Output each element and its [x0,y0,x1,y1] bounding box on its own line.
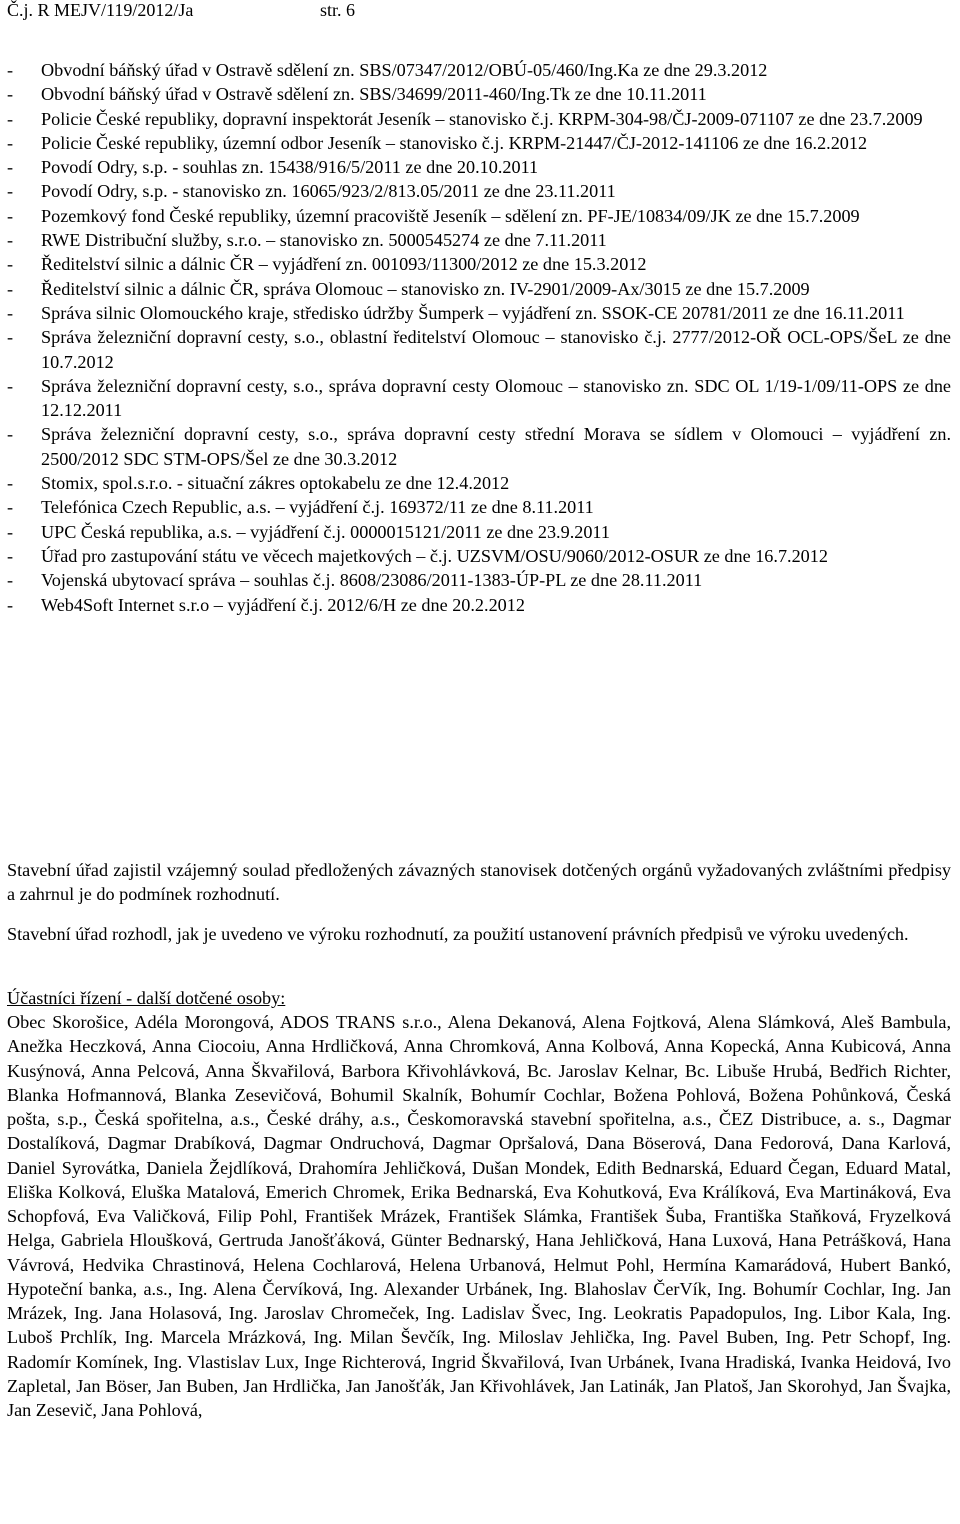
list-item [7,325,951,374]
list-item [7,179,951,203]
list-item [7,82,951,106]
list-item [7,252,951,276]
list-item-text: Policie České republiky, územní odbor Jeseník – stanovisko č.j. KRPM-21447/ČJ-2012-141106 ze dne 16.2.2012 [41,132,868,153]
list-item-text: UPC Česká republika, a.s. – vyjádření č.j. 0000015121/2011 ze dne 23.9.2011 [41,521,610,542]
list-item-text: RWE Distribuční služby, s.r.o. – stanovisko zn. 5000545274 ze dne 7.11.2011 [41,230,607,251]
list-item-text: Obvodní báňský úřad v Ostravě sdělení zn. SBS/07347/2012/OBÚ-05/460/Ing.Ka ze dne 29.3.2012 [41,60,768,80]
list-item [7,131,951,155]
list-dash: - [7,375,14,396]
list-item [7,228,951,252]
statement-list [7,58,951,617]
list-item-text: Pozemkový fond České republiky, územní pracoviště Jeseník – sdělení zn. PF-JE/10834/09/JK ze dne 15.7.2009 [41,205,860,226]
list-item-text: Správa silnic Olomouckého kraje, středisko údržby Šumperk – vyjádření zn. SSOK-CE 20781/2011 ze dne 16.11.2011 [41,302,905,323]
list-dash: - [7,278,14,299]
list-item-text: Policie České republiky, dopravní inspektorát Jeseník – stanovisko č.j. KRPM-304-98/ČJ-2009-071107 ze dne 23.7.2009 [41,108,923,129]
paragraph-decision: Stavební úřad rozhodl, jak je uvedeno ve výroku rozhodnutí, za použití ustanovení právních předpisů ve výroku uvedených. [7,924,909,944]
participants-list: Obec Skorošice, Adéla Morongová, ADOS TRANS s.r.o., Alena Dekanová, Alena Fojtková, Alena Slámková, Aleš Bambula, Anežka Heczková, Anna Ciocoiu, Anna Hrdličková, Anna Chromková, Anna Kolbová, Anna Kopecká, Anna Kubicová, Anna Kusýnová, Anna Pelcová, Anna Škvařilová, Barbora Křivohlávková, Bc. Jaroslav Kelnar, Bc. Libuše Hrubá, Bedřich Richter, Blanka Hofmannová, Blanka Zesevičová, Bohumil Skalník, Bohumír Cochlar, Božena Pohlová, Božena Pohůnková, Česká pošta, s.p., Česká spořitelna, a.s., České dráhy, a.s., Českomoravská stavební spořitelna, a.s., ČEZ Distribuce, a. s., Dagmar Dostalíková, Dagmar Drabíková, Dagmar Ondruchová, Dagmar Opršalová, Dana Böserová, Dana Fedorová, Dana Karlová, Daniel Syrovátka, Daniela Žejdlíková, Drahomíra Jehličková, Dušan Mondek, Edith Bednarská, Eduard Čegan, Eduard Matal, Eliška Kolková, Eluška Matalová, Emerich Chromek, Erika Bednarská, Eva Kohutková, Eva Králíková, Eva Martináková, Eva Schopfová, Eva Valičková, Filip Pohl, František Mrázek, František Slámka, František Šuba, Františka Staňková, Fryzelková Helga, Gabriela Hloušková, Gertruda Janošťáková, Günter Bednarský, Hana Jehličková, Hana Luxová, Hana Petrášková, Hana Vávrová, Hedvika Chrastinová, Helena Cochlarová, Helena Urbanová, Helmut Pohl, Hermína Kamarádová, Hubert Bankó, Hypoteční banka, a.s., Ing. Alena Červíková, Ing. Alexander Urbánek, Ing. Blahoslav ČerVík, Ing. Bohumír Cochlar, Ing. Jan Mrázek, Ing. Jana Holasová, Ing. Jaroslav Chromeček, Ing. Ladislav Švec, Ing. Leokratis Papadopulos, Ing. Libor Kala, Ing. Luboš Prchlík, Ing. Marcela Mrázková, Ing. Milan Ševčík, Ing. Miloslav Jehlička, Ing. Pavel Buben, Ing. Petr Schopf, Ing. Radomír Komínek, Ing. Vlastislav Lux, Inge Richterová, Ingrid Škvařilová, Ivan Urbánek, Ivana Hradiská, Ivanka Heidová, Ivo Zapletal, Jan Böser, Jan Buben, Jan Hrdlička, Jan Janošťák, Jan Křivohlávek, Jan Latinák, Jan Platoš, Jan Skorohyd, Jan Švajka, Jan Zesevič, Jana Pohlová, [7,1012,951,1420]
list-item [7,568,951,592]
list-dash: - [7,302,14,323]
case-reference: Č.j. R MEJV/119/2012/Ja [7,0,194,20]
list-dash: - [7,327,14,348]
list-item-text: Ředitelství silnic a dálnic ČR, správa Olomouc – stanovisko zn. IV-2901/2009-Ax/3015 ze dne 15.7.2009 [41,278,810,299]
list-dash: - [7,84,14,105]
list-item [7,277,951,301]
list-item-text: Vojenská ubytovací správa – souhlas č.j. 8608/23086/2011-1383-ÚP-PL ze dne 28.11.2011 [41,570,703,591]
list-item [7,301,951,325]
list-item [7,593,951,617]
list-dash: - [7,473,14,494]
list-item-text: Telefónica Czech Republic, a.s. – vyjádření č.j. 169372/11 ze dne 8.11.2011 [41,497,594,518]
list-dash: - [7,594,14,615]
list-item-text: Web4Soft Internet s.r.o – vyjádření č.j. 2012/6/H ze dne 20.2.2012 [41,594,525,615]
list-dash: - [7,132,14,153]
list-item-text: Správa železniční dopravní cesty, s.o., správa dopravní cesty střední Morava se sídlem v Olomouci – vyjádření zn. 2500/2012 SDC STM-OPS/Šel ze dne 30.3.2012 [41,424,951,469]
list-item [7,107,951,131]
participants-heading: Účastníci řízení - další dotčené osoby: [7,988,286,1008]
list-dash: - [7,157,14,178]
list-dash: - [7,230,14,251]
list-item-text: Stomix, spol.s.r.o. - situační zákres optokabelu ze dne 12.4.2012 [41,473,510,494]
list-dash: - [7,108,14,129]
list-dash: - [7,521,14,542]
list-item-text: Obvodní báňský úřad v Ostravě sdělení zn. SBS/34699/2011-460/Ing.Tk ze dne 10.11.2011 [41,84,707,105]
list-item [7,422,951,471]
list-item [7,544,951,568]
list-item-text: Povodí Odry, s.p. - stanovisko zn. 16065/923/2/813.05/2011 ze dne 23.11.2011 [41,181,616,202]
list-dash: - [7,60,14,80]
list-item [7,204,951,228]
list-dash: - [7,570,14,591]
list-dash: - [7,424,14,445]
list-item [7,520,951,544]
page-header [7,0,947,22]
list-item [7,495,951,519]
list-item [7,471,951,495]
list-item-text: Správa železniční dopravní cesty, s.o., oblastní ředitelství Olomouc – stanovisko č.j. 2777/2012-OŘ OCL-OPS/ŠeL ze dne 10.7.2012 [41,327,951,372]
list-dash: - [7,545,14,566]
list-dash: - [7,205,14,226]
list-item [7,58,951,82]
list-dash: - [7,254,14,275]
list-dash: - [7,181,14,202]
list-item-text: Úřad pro zastupování státu ve věcech majetkových – č.j. UZSVM/OSU/9060/2012-OSUR ze dne 16.7.2012 [41,545,828,566]
list-dash: - [7,497,14,518]
page-number: str. 6 [320,0,356,20]
paragraph-harmony: Stavební úřad zajistil vzájemný soulad předložených závazných stanovisek dotčených orgánů vyžadovaných zvláštními předpisy a zahrnul je do podmínek rozhodnutí. [7,860,951,905]
list-item-text: Ředitelství silnic a dálnic ČR – vyjádření zn. 001093/11300/2012 ze dne 15.3.2012 [41,254,647,275]
list-item [7,374,951,423]
list-item-text: Povodí Odry, s.p. - souhlas zn. 15438/916/5/2011 ze dne 20.10.2011 [41,157,539,178]
list-item [7,155,951,179]
list-item-text: Správa železniční dopravní cesty, s.o., správa dopravní cesty Olomouc – stanovisko zn. SDC OL 1/19-1/09/11-OPS ze dne 12.12.2011 [41,375,951,421]
